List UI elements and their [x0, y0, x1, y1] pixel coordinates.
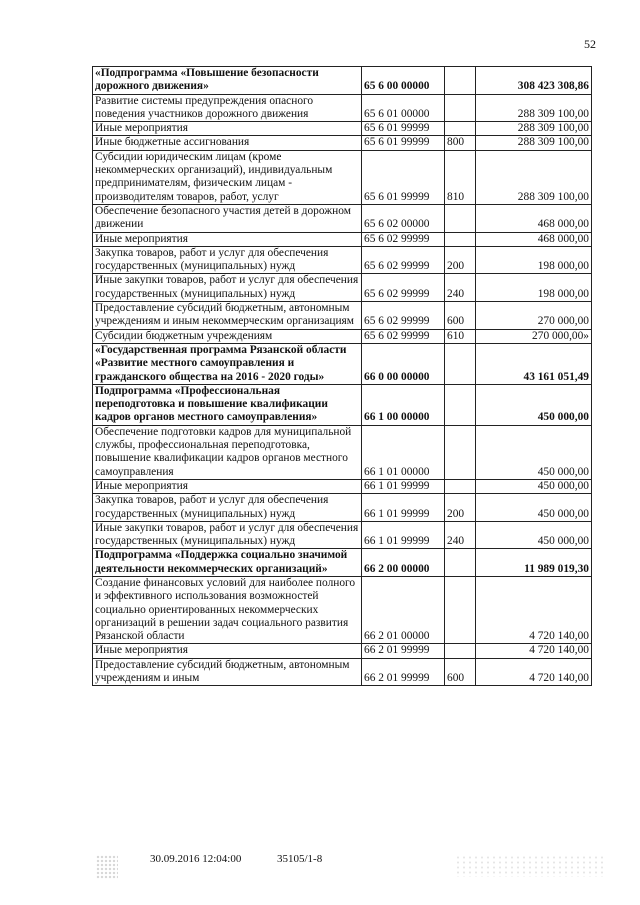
row-name-cell: Предоставление субсидий бюджетным, автономным учреждениям и иным некоммерческим организациям: [93, 302, 362, 330]
row-sum-cell: 198 000,00: [476, 274, 592, 302]
row-code-cell: 66 1 01 99999: [362, 521, 445, 549]
row-name-cell: Субсидии юридическим лицам (кроме некоммерческих организаций), индивидуальным предпринимателям, физическим лицам - производителям товаров, работ, услуг: [93, 150, 362, 204]
row-type-cell: [445, 67, 476, 95]
row-name-cell: Субсидии бюджетным учреждениям: [93, 329, 362, 343]
table-row: [93, 521, 592, 549]
row-code-cell: 65 6 02 99999: [362, 302, 445, 330]
table-row: [93, 658, 592, 686]
table-row: [93, 94, 592, 122]
row-code-cell: 65 6 02 99999: [362, 232, 445, 246]
row-type-cell: [445, 644, 476, 658]
row-code-cell: 66 2 01 99999: [362, 658, 445, 686]
row-name-cell: «Государственная программа Рязанской области «Развитие местного самоуправления и гражданского общества на 2016 - 2020 годы»: [93, 343, 362, 384]
row-type-cell: 810: [445, 150, 476, 204]
budget-table: [92, 66, 592, 686]
row-sum-cell: 450 000,00: [476, 425, 592, 479]
budget-table-body: [93, 67, 592, 686]
row-sum-cell: 450 000,00: [476, 521, 592, 549]
row-type-cell: 200: [445, 246, 476, 274]
row-sum-cell: 4 720 140,00: [476, 576, 592, 643]
row-code-cell: 66 1 01 99999: [362, 479, 445, 493]
row-sum-cell: 468 000,00: [476, 232, 592, 246]
row-code-cell: 65 6 00 00000: [362, 67, 445, 95]
row-name-cell: Подпрограмма «Профессиональная переподготовка и повышение квалификации кадров органов местного самоуправления»: [93, 384, 362, 425]
row-name-cell: Иные мероприятия: [93, 122, 362, 136]
row-sum-cell: 308 423 308,86: [476, 67, 592, 95]
table-row: [93, 122, 592, 136]
scan-mark-left: [96, 855, 118, 879]
row-type-cell: 610: [445, 329, 476, 343]
table-row: [93, 302, 592, 330]
row-code-cell: 66 2 01 00000: [362, 576, 445, 643]
row-code-cell: 65 6 01 99999: [362, 122, 445, 136]
row-code-cell: 65 6 01 99999: [362, 136, 445, 150]
row-type-cell: [445, 343, 476, 384]
row-type-cell: 240: [445, 274, 476, 302]
row-type-cell: [445, 425, 476, 479]
row-type-cell: [445, 232, 476, 246]
table-row: [93, 274, 592, 302]
scan-mark-right: [455, 855, 605, 877]
row-type-cell: 800: [445, 136, 476, 150]
row-name-cell: Развитие системы предупреждения опасного поведения участников дорожного движения: [93, 94, 362, 122]
row-code-cell: 65 6 02 00000: [362, 204, 445, 232]
row-sum-cell: 198 000,00: [476, 246, 592, 274]
row-sum-cell: 450 000,00: [476, 479, 592, 493]
row-code-cell: 66 1 00 00000: [362, 384, 445, 425]
row-sum-cell: 450 000,00: [476, 384, 592, 425]
row-code-cell: 65 6 01 00000: [362, 94, 445, 122]
table-row: [93, 204, 592, 232]
table-row: [93, 343, 592, 384]
row-name-cell: Обеспечение безопасного участия детей в дорожном движении: [93, 204, 362, 232]
row-code-cell: 66 2 01 99999: [362, 644, 445, 658]
footer-doc-number: 35105/1-8: [277, 853, 323, 865]
row-code-cell: 66 2 00 00000: [362, 549, 445, 577]
row-type-cell: [445, 479, 476, 493]
row-sum-cell: 450 000,00: [476, 494, 592, 522]
row-sum-cell: 270 000,00»: [476, 329, 592, 343]
table-row: [93, 232, 592, 246]
table-row: [93, 136, 592, 150]
row-type-cell: [445, 576, 476, 643]
table-row: [93, 644, 592, 658]
table-row: [93, 479, 592, 493]
row-code-cell: 66 0 00 00000: [362, 343, 445, 384]
row-code-cell: 66 1 01 00000: [362, 425, 445, 479]
row-sum-cell: 288 309 100,00: [476, 150, 592, 204]
row-name-cell: Закупка товаров, работ и услуг для обеспечения государственных (муниципальных) нужд: [93, 494, 362, 522]
row-name-cell: «Подпрограмма «Повышение безопасности дорожного движения»: [93, 67, 362, 95]
row-name-cell: Иные закупки товаров, работ и услуг для обеспечения государственных (муниципальных) нужд: [93, 274, 362, 302]
row-sum-cell: 468 000,00: [476, 204, 592, 232]
page-footer: [0, 853, 640, 883]
table-row: [93, 329, 592, 343]
row-sum-cell: 11 989 019,30: [476, 549, 592, 577]
footer-timestamp: 30.09.2016 12:04:00: [150, 853, 242, 865]
row-sum-cell: 288 309 100,00: [476, 94, 592, 122]
row-type-cell: [445, 94, 476, 122]
table-row: [93, 576, 592, 643]
row-name-cell: Иные бюджетные ассигнования: [93, 136, 362, 150]
row-sum-cell: 288 309 100,00: [476, 122, 592, 136]
row-code-cell: 65 6 02 99999: [362, 274, 445, 302]
row-type-cell: [445, 549, 476, 577]
table-row: [93, 67, 592, 95]
row-name-cell: Иные мероприятия: [93, 644, 362, 658]
row-type-cell: 600: [445, 658, 476, 686]
table-row: [93, 494, 592, 522]
row-sum-cell: 288 309 100,00: [476, 136, 592, 150]
row-code-cell: 65 6 01 99999: [362, 150, 445, 204]
table-row: [93, 384, 592, 425]
row-type-cell: [445, 204, 476, 232]
row-code-cell: 65 6 02 99999: [362, 246, 445, 274]
row-sum-cell: 270 000,00: [476, 302, 592, 330]
row-sum-cell: 4 720 140,00: [476, 658, 592, 686]
row-name-cell: Обеспечение подготовки кадров для муниципальной службы, профессиональная переподготовка, повышение квалификации кадров органов местного самоуправления: [93, 425, 362, 479]
row-type-cell: 200: [445, 494, 476, 522]
row-name-cell: Закупка товаров, работ и услуг для обеспечения государственных (муниципальных) нужд: [93, 246, 362, 274]
row-type-cell: [445, 122, 476, 136]
table-row: [93, 549, 592, 577]
table-row: [93, 425, 592, 479]
row-type-cell: [445, 384, 476, 425]
row-name-cell: Подпрограмма «Поддержка социально значимой деятельности некоммерческих организаций»: [93, 549, 362, 577]
row-sum-cell: 4 720 140,00: [476, 644, 592, 658]
row-type-cell: 600: [445, 302, 476, 330]
row-code-cell: 65 6 02 99999: [362, 329, 445, 343]
row-name-cell: Иные мероприятия: [93, 479, 362, 493]
row-name-cell: Предоставление субсидий бюджетным, автономным учреждениям и иным: [93, 658, 362, 686]
row-sum-cell: 43 161 051,49: [476, 343, 592, 384]
page-number: 52: [584, 37, 596, 51]
table-row: [93, 246, 592, 274]
row-name-cell: Иные мероприятия: [93, 232, 362, 246]
row-name-cell: Создание финансовых условий для наиболее полного и эффективного использования возможностей социально ориентированных некоммерческих организаций в решении задач социального развития Рязанской области: [93, 576, 362, 643]
row-code-cell: 66 1 01 99999: [362, 494, 445, 522]
row-name-cell: Иные закупки товаров, работ и услуг для обеспечения государственных (муниципальных) нужд: [93, 521, 362, 549]
table-row: [93, 150, 592, 204]
row-type-cell: 240: [445, 521, 476, 549]
